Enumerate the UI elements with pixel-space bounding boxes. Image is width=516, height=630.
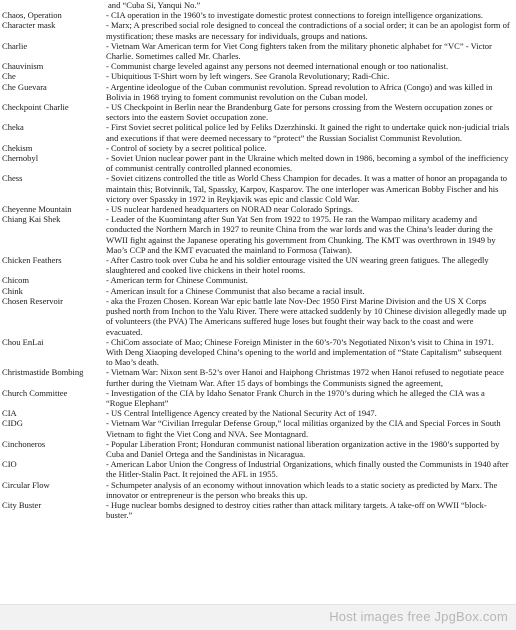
- entry-term: Chauvinism: [2, 61, 44, 72]
- watermark-text: Host images free JpgBox.com: [329, 609, 508, 624]
- entry-term: Cheka: [2, 122, 24, 133]
- glossary-entry: [0, 480, 516, 500]
- entry-term: Chaos, Operation: [2, 10, 62, 21]
- glossary-entry: [0, 61, 516, 71]
- entry-term: Church Committee: [2, 387, 68, 398]
- entry-term: Chicken Feathers: [2, 255, 62, 266]
- entry-term: Che Guevara: [2, 81, 47, 92]
- glossary-list: [0, 10, 516, 520]
- glossary-entry: [0, 459, 516, 479]
- entry-term: CIO: [2, 459, 17, 470]
- entry-definition: - American Labor Union the Congress of Industrial Organizations, which finally ousted the Communists in 1940 after the Hitler-Stalin Pact. It rejoined the AFL in 1955.: [106, 459, 509, 480]
- entry-definition: - American term for Chinese Communist.: [106, 275, 248, 286]
- glossary-entry: [0, 71, 516, 81]
- glossary-entry: [0, 367, 516, 387]
- entry-term: Charlie: [2, 40, 28, 51]
- entry-term: Checkpoint Charlie: [2, 102, 69, 113]
- entry-definition: - Popular Liberation Front; Honduran communist national liberation organization active in the 1980’s supported by Cuba and Daniel Ortega and the Sandinistas in Nicaragua.: [106, 438, 500, 459]
- glossary-entry: [0, 337, 516, 368]
- entry-term: CIA: [2, 408, 17, 419]
- entry-definition: - Ubiquitious T-Shirt worn by left wingers. See Granola Revolutionary; Radi-Chic.: [106, 71, 390, 82]
- glossary-entry: [0, 275, 516, 285]
- glossary-entry: [0, 439, 516, 459]
- entry-term: Christmastide Bombing: [2, 367, 84, 378]
- entry-term: Chess: [2, 173, 23, 184]
- entry-definition: - Vietnam War American term for Viet Cong fighters taken from the military phonetic alphabet for “VC” - Victor Charlie. Sometimes called Mr. Charles.: [106, 40, 492, 62]
- watermark-bar: [0, 604, 516, 630]
- entry-term: Chekism: [2, 142, 33, 153]
- entry-definition: - Marx; A prescribed social role designed to conceal the contradictions of a social order; it can be an apologist form of mystification; these masks are necessary for individuals, groups and nations.: [106, 20, 510, 41]
- entry-definition: - Investigation of the CIA by Idaho Senator Frank Church in the 1970’s during which he alleged the CIA was a “Rogue Elephant”: [106, 387, 485, 408]
- glossary-entry: [0, 102, 516, 122]
- entry-definition: - Huge nuclear bombs designed to destroy cities rather than attack military targets. A take-off on WWII “block-buster.”: [106, 499, 487, 521]
- entry-definition: - Schumpeter analysis of an economy without innovation which leads to a static society as predicted by Marx. The innovator or entrepreneur is the person who breaks this up.: [106, 479, 498, 500]
- entry-definition: - Vietnam War “Civilian Irregular Defense Group,” local militias organized by the CIA and Special Forces in South Vietnam to fight the Viet Cong and NVA. See Montagnard.: [106, 418, 501, 439]
- entry-term: Chernobyl: [2, 153, 39, 164]
- entry-definition: - US nuclear hardened headquarters on NORAD near Colorado Springs.: [106, 204, 353, 215]
- glossary-entry: [0, 408, 516, 418]
- entry-term: Chosen Reservoir: [2, 295, 64, 306]
- entry-definition: - US Checkpoint in Berlin near the Brandenburg Gate for persons crossing from the Western occupation zones or sectors into the eastern Soviet occupation zone.: [106, 102, 493, 123]
- glossary-entry: [0, 122, 516, 142]
- entry-definition: - Vietnam War: Nixon sent B-52’s over Hanoi and Haiphong Christmas 1972 when Hanoi refused to negotiate peace further during the Vietnam War. After 15 days of bombings the Communists signed the agreement,: [106, 367, 504, 388]
- glossary-entry: [0, 143, 516, 153]
- glossary-entry: [0, 296, 516, 337]
- entry-definition: - After Castro took over Cuba he and his soldier entourage visited the UN wearing green fatigues. The allegedly slaughtered and cooked live chickens in their hotel rooms.: [106, 255, 489, 276]
- glossary-entry: [0, 173, 516, 204]
- entry-definition: - ChiCom associate of Mao; Chinese Foreign Minister in the 60’s-70’s Negotiated Nixon’s visit to China in 1971. With Deng Xiaoping developed China’s opening to the world and implementation of “State Capitalism” subsequent to Mao’s death.: [106, 336, 502, 368]
- entry-term: Cinchoneros: [2, 438, 46, 449]
- continued-text: and “Cuba Si, Yanqui No.”: [108, 0, 201, 10]
- entry-term: Chiang Kai Shek: [2, 214, 61, 225]
- entry-term: Che: [2, 71, 16, 82]
- entry-definition: - Control of society by a secret political police.: [106, 142, 267, 153]
- glossary-entry: [0, 204, 516, 214]
- glossary-entry: [0, 500, 516, 520]
- glossary-entry: [0, 286, 516, 296]
- entry-definition: - Soviet citizens controlled the title as World Chess Champion for decades. It was a matter of honor an propaganda to maintain this; Botvinnik, Tal, Spassky, Karpov, Kasparov. The one interloper was American Bobby Fischer and his victory over Spassky in 1972 in Reykjavik was epic and classic Cold War.: [106, 173, 507, 204]
- glossary-entry: [0, 10, 516, 20]
- glossary-entry: [0, 41, 516, 61]
- glossary-entry: [0, 82, 516, 102]
- entry-term: Character mask: [2, 20, 56, 31]
- glossary-entry: [0, 20, 516, 40]
- entry-term: City Buster: [2, 499, 42, 510]
- entry-definition: - aka the Frozen Chosen. Korean War epic battle late Nov-Dec 1950 First Marine Division and the US X Corps pushed north from Inchon to the Yalu River. There were attacked suddenly by 10 Chinese division allegedly made up of volunteers (the PVA) The Americans suffered huge loses but fought their way back to the coast and were evacuated.: [106, 295, 507, 337]
- glossary-entry: [0, 153, 516, 173]
- entry-definition: - American insult for a Chinese Communist that also became a racial insult.: [106, 285, 365, 296]
- entry-definition: - Argentine ideologue of the Cuban communist revolution. Spread revolution to Africa (Congo) and was killed in Bolivia in 1968 trying to foment communist revolution on the Cuban model.: [106, 81, 493, 102]
- entry-definition: - First Soviet secret political police led by Feliks Dzerzhinski. It gained the right to undertake quick non-judicial trials and executions if that were deemed necessary to “protect” the Russian Socialist Communist Revolution.: [106, 122, 510, 143]
- entry-term: Cheyenne Mountain: [2, 204, 72, 215]
- entry-definition: - Soviet Union nuclear power pant in the Ukraine which melted down in 1986, becoming a symbol of the inefficiency of communist centrally controlled planned economies.: [106, 153, 509, 174]
- entry-term: Circular Flow: [2, 479, 50, 490]
- glossary-entry: [0, 418, 516, 438]
- entry-definition: - Communist charge leveled against any persons not deemed international enough or too nationalist.: [106, 61, 449, 72]
- glossary-entry: [0, 388, 516, 408]
- entry-term: Chink: [2, 285, 23, 296]
- entry-definition: - US Central Intelligence Agency created by the National Security Act of 1947.: [106, 408, 377, 419]
- entry-term: Chicom: [2, 275, 30, 286]
- glossary-entry: [0, 214, 516, 255]
- entry-definition: - CIA operation in the 1960’s to investigate domestic protest connections to foreign intelligence organizations.: [106, 10, 484, 21]
- entry-term: Chou EnLai: [2, 336, 44, 347]
- entry-term: CIDG: [2, 418, 23, 429]
- glossary-entry: [0, 255, 516, 275]
- entry-definition: - Leader of the Kuomintang after Sun Yat Sen from 1922 to 1975. He ran the Wampao military academy and conducted the Northern March in 1927 to reunite China from the war lords and was the China’s leader during the WWII fight against the Japanese operating his government from Chunking. The KMT was overthrown in 1949 by Mao’s CCP and the KMT evacuated the mainland to Formosa (Taiwan).: [106, 214, 496, 255]
